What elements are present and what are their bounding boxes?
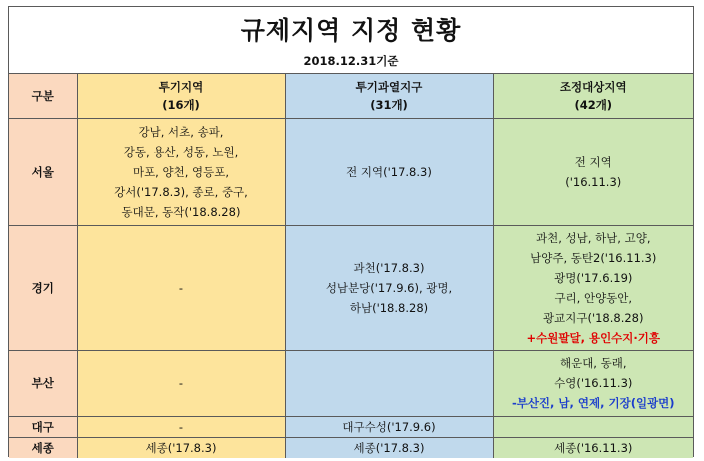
seoul-col3-line: ('16.11.3) [565, 174, 622, 189]
row-label-daegu: 대구 [9, 416, 77, 437]
header-col1-name: 투기지역 [158, 79, 204, 94]
busan-adjustment-cell [493, 350, 693, 416]
row-label-busan: 부산 [9, 350, 77, 416]
table-row-seoul [9, 118, 693, 225]
sejong-speculation-cell: 세종('17.8.3) [77, 437, 285, 458]
gyeonggi-overheated-cell [285, 225, 493, 350]
busan-overheated-cell [285, 350, 493, 416]
gyeonggi-col3-line: 구리, 안양동안, [554, 290, 633, 305]
row-label-gyeonggi: 경기 [9, 225, 77, 350]
seoul-col1-line: 강동, 용산, 성동, 노원, [123, 144, 239, 159]
table-header-row [9, 74, 693, 118]
gyeonggi-col2-line: 과천('17.8.3) [353, 260, 425, 275]
gyeonggi-col2-line: 하남('18.8.28) [349, 300, 429, 315]
gyeonggi-adjustment-cell [493, 225, 693, 350]
gyeonggi-col3-line: 남양주, 동탄2('16.11.3) [530, 250, 657, 265]
row-label-seoul: 서울 [9, 118, 77, 225]
seoul-col2-line: 전 지역('17.8.3) [346, 164, 432, 179]
header-overheated-district [285, 74, 493, 118]
gyeonggi-speculation-cell: - [77, 225, 285, 350]
row-label-sejong: 세종 [9, 437, 77, 458]
seoul-adjustment-cell [493, 118, 693, 225]
seoul-col1-line: 마포, 양천, 영등포, [132, 164, 230, 179]
gyeonggi-col3-line: 광명('17.6.19) [554, 270, 633, 285]
gyeonggi-col3-line: 과천, 성남, 하남, 고양, [536, 230, 651, 245]
header-adjustment-area [493, 74, 693, 118]
sejong-overheated-cell: 세종('17.8.3) [285, 437, 493, 458]
sejong-adjustment-cell: 세종('16.11.3) [493, 437, 693, 458]
title-area [9, 7, 693, 74]
table-row-daegu [9, 416, 693, 437]
regulation-table [9, 74, 693, 458]
seoul-col1-line: 강남, 서초, 송파, [138, 124, 224, 139]
daegu-speculation-cell: - [77, 416, 285, 437]
header-col3-count: (42개) [574, 97, 613, 112]
busan-speculation-cell: - [77, 350, 285, 416]
table-row-sejong [9, 437, 693, 458]
seoul-overheated-cell [285, 118, 493, 225]
header-col2-count: (31개) [370, 97, 408, 112]
daegu-overheated-cell: 대구수성('17.9.6) [285, 416, 493, 437]
busan-removed-note: -부산진, 남, 연제, 기장(일광면) [511, 396, 675, 410]
busan-col3-line: 수영('16.11.3) [554, 376, 633, 390]
page-title: 규제지역 지정 현황 [240, 16, 462, 45]
header-col3-name: 조정대상지역 [559, 79, 627, 94]
daegu-adjustment-cell [493, 416, 693, 437]
seoul-speculation-cell [77, 118, 285, 225]
gyeonggi-col2-line: 성남분당('17.9.6), 광명, [325, 280, 453, 295]
gyeonggi-col3-line: 광교지구('18.8.28) [543, 310, 644, 325]
seoul-col1-line: 동대문, 동작('18.8.28) [121, 204, 241, 219]
header-category: 구분 [9, 74, 77, 118]
table-row-gyeonggi [9, 225, 693, 350]
header-speculation-area [77, 74, 285, 118]
base-date: 2018.12.31기준 [303, 54, 399, 68]
gyeonggi-added-note: +수원팔달, 용인수지·기흥 [526, 330, 660, 345]
seoul-col1-line: 강서('17.8.3), 종로, 중구, [114, 184, 248, 199]
seoul-col3-line: 전 지역 [574, 154, 612, 169]
header-col1-count: (16개) [162, 97, 200, 112]
busan-col3-line: 해운대, 동래, [559, 356, 627, 370]
table-row-busan [9, 350, 693, 416]
designation-status-frame [8, 6, 694, 457]
header-col2-name: 투기과열지구 [355, 79, 423, 94]
